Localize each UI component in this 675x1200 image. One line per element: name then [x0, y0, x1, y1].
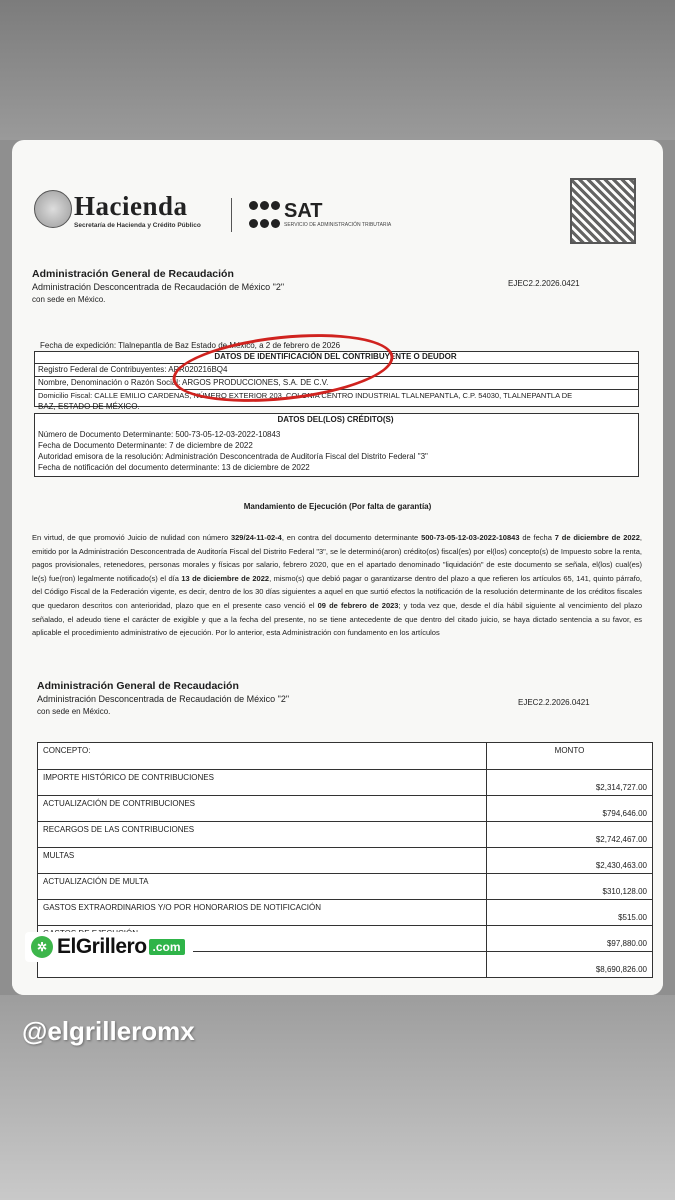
concept-cell: ACTUALIZACIÓN DE MULTA — [38, 874, 487, 900]
concept-cell: ACTUALIZACIÓN DE CONTRIBUCIONES — [38, 796, 487, 822]
elgrillero-badge — [25, 932, 193, 962]
background-top — [0, 0, 675, 140]
doc-number: Número de Documento Determinante: 500-73-05-12-03-2022-10843 — [38, 430, 281, 439]
table-row — [38, 770, 653, 796]
hacienda-logo-title: Hacienda — [74, 191, 188, 221]
admin-reference: EJEC2.2.2026.0421 — [508, 279, 580, 288]
concept-cell: GASTOS EXTRAORDINARIOS Y/O POR HONORARIOS DE NOTIFICACIÓN — [38, 900, 487, 926]
table-row — [38, 848, 653, 874]
amount-cell: $310,128.00 — [487, 874, 653, 900]
admin-subtitle-2: Administración Desconcentrada de Recaudación de México "2" — [37, 694, 290, 704]
expedition-date: Fecha de expedición: Tlalnepantla de Baz Estado de México, a 2 de febrero de 2026 — [40, 341, 341, 350]
amount-cell: $2,314,727.00 — [487, 770, 653, 796]
document-card — [12, 140, 663, 995]
identification-heading: DATOS DE IDENTIFICACIÓN DEL CONTRIBUYENTE O DEUDOR — [214, 352, 457, 361]
address-line-2: BAZ, ESTADO DE MÉXICO. — [38, 402, 140, 411]
rfc-line: Registro Federal de Contribuyentes: APR020216BQ4 — [38, 365, 228, 374]
amount-header: MONTO — [487, 743, 653, 770]
table-row — [38, 900, 653, 926]
qr-code-icon — [570, 178, 636, 244]
issuing-authority: Autoridad emisora de la resolución: Administración Desconcentrada de Auditoría Fiscal del Distrito Federal "3" — [38, 452, 428, 461]
brand-name: ElGrillero — [57, 935, 147, 958]
credits-heading: DATOS DEL(LOS) CRÉDITO(S) — [277, 415, 394, 424]
name-value: ARGOS PRODUCCIONES, S.A. DE C.V. — [182, 378, 329, 387]
sat-logo-subtitle: SERVICIO DE ADMINISTRACIÓN TRIBUTARIA — [284, 222, 392, 228]
address-line-1: Domicilio Fiscal: CALLE EMILIO CARDENAS, NÚMERO EXTERIOR 203, COLONIA CENTRO INDUSTRIAL TLALNEPANTLA, C.P. 54030, TLALNEPANTLA DE — [38, 391, 573, 400]
table-header-row — [38, 743, 653, 770]
amount-cell: $97,880.00 — [487, 926, 653, 952]
notification-date: Fecha de notificación del documento determinante: 13 de diciembre de 2022 — [38, 463, 310, 472]
admin-sede-2: con sede en México. — [37, 707, 111, 716]
table-row — [38, 796, 653, 822]
amount-cell: $794,646.00 — [487, 796, 653, 822]
sat-logo-title: SAT — [284, 200, 323, 222]
concept-cell: RECARGOS DE LAS CONTRIBUCIONES — [38, 822, 487, 848]
brand-tld: .com — [149, 939, 185, 955]
social-handle: @elgrilleromx — [22, 1016, 195, 1046]
admin-sede: con sede en México. — [32, 295, 106, 304]
amount-cell: $2,430,463.00 — [487, 848, 653, 874]
amount-cell: $2,742,467.00 — [487, 822, 653, 848]
admin-title: Administración General de Recaudación — [32, 268, 234, 280]
total-amount-cell: $8,690,826.00 — [487, 952, 653, 978]
table-row — [38, 874, 653, 900]
doc-date: Fecha de Documento Determinante: 7 de diciembre de 2022 — [38, 441, 253, 450]
logo-divider — [231, 198, 232, 232]
mexico-seal-icon — [34, 190, 72, 228]
admin-reference-2: EJEC2.2.2026.0421 — [518, 698, 590, 707]
concept-header: CONCEPTO: — [38, 743, 487, 770]
mandate-title: Mandamiento de Ejecución (Por falta de garantía) — [243, 502, 432, 511]
table-row — [38, 822, 653, 848]
sat-dots-icon — [248, 198, 282, 226]
cricket-logo-icon: ✲ — [31, 936, 53, 958]
admin-subtitle: Administración Desconcentrada de Recaudación de México "2" — [32, 282, 285, 292]
amount-cell: $515.00 — [487, 900, 653, 926]
name-label: Nombre, Denominación o Razón Social: — [38, 378, 181, 387]
admin-title-2: Administración General de Recaudación — [37, 680, 239, 692]
concept-cell: IMPORTE HISTÓRICO DE CONTRIBUCIONES — [38, 770, 487, 796]
concept-cell: MULTAS — [38, 848, 487, 874]
mandate-paragraph: En virtud, de que promovió Juicio de nulidad con número 329/24-11-02-4, en contra del documento determinante 500-73-05-12-03-2022-10843 de fecha 7 de diciembre de 2022, emitido por la Administración Desconcentrada de Auditoría Fiscal del Distrito Federal "3", se le determinó(aron) crédito(os) fiscal(es) por el(los) concepto(s) de Impuesto sobre la renta, pagos provisionales, retenedores, personas morales y físicas por salario, febrero 2020, que en el apartado denominado "liquidación" de este documento se señala, el(los) cual(es) le(s) fue(ron) legalmente notificado(s) el día 13 de diciembre de 2022, mismo(s) que debió pagar o garantizarse dentro del plazo a que refieren los artículos 65, 141, quinto párrafo, del Código Fiscal de la Federación vigente, es decir, dentro de los 30 días siguientes a aquel en que surtió efectos la notificación de la resolución determinante de los créditos fiscales que quedaron descritos con anterioridad, plazo que en el presente caso venció el 09 de febrero de 2023; y toda vez que, desde el día hábil siguiente al vencimiento del plazo señalado, el adeudo tiene el carácter de exigible y que a la fecha del presente, no se tiene antecedente de que dentro del citado juicio, se haya dictado sentencia a su favor, es aplicable el procedimiento administrativo de ejecución. Por lo anterior, esta Administración con fundamento en los artículos — [32, 533, 642, 638]
hacienda-logo-subtitle: Secretaría de Hacienda y Crédito Público — [74, 222, 201, 229]
